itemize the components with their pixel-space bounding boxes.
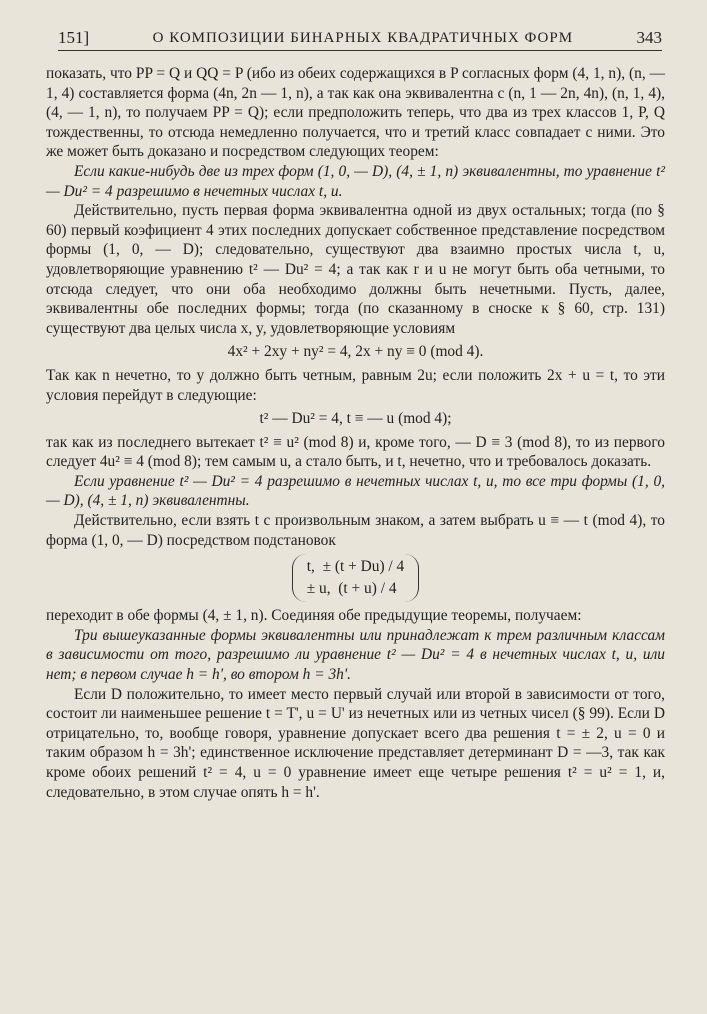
equation: t² — Du² = 4, t ≡ — u (mod 4);: [259, 410, 452, 428]
matrix-cell: ± u,: [306, 580, 331, 598]
paragraph: Действительно, пусть первая форма эквивалентна одной из двух остальных; тогда (по § 60) первый коэфициент 4 этих последних допускает собственное представление посредством формы (1, 0, — D); следовательно, существуют два взаимно простых числа t, u, удовлетворяющие уравнению t² — Du² = 4; а так как r и u не могут быть оба четными, то отсюда следует, что они оба необходимо должны быть нечетными. Пусть, далее, эквивалентны обе последних формы; тогда (по сказанному в сноске к § 60, стр. 131) существуют два целых числа x, y, удовлетворяющие условиям: [46, 202, 665, 337]
theorem: Три вышеуказанные формы эквивалентны или принадлежат к трем различным классам в зависимости от того, разрешимо ли уравнение t² — Du² = 4 в нечетных числах t, u, или нет; в первом случае h = h', во втором h = 3h'.: [46, 626, 665, 684]
paragraph: так как из последнего вытекает t² ≡ u² (mod 8) и, кроме того, — D ≡ 3 (mod 8), то из первого следует 4u² ≡ 4 (mod 8); тем самым u, а стало быть, и t, нечетно, что и требовалось доказать.: [46, 433, 665, 471]
paragraph: показать, что PP = Q и QQ = P (ибо из обеих содержащихся в P согласных форм (4, 1, n), (n, — 1, 4) составляется форма (4n, 2n — 1, n), а так как она эквивалентна с (n, 1 — 2n, 4n), (n, 1, 4), (4, — 1, n), то получаем PP = Q); если предположить теперь, что два из трех классов 1, P, Q тождественны, то отсюда немедленно получается, что и третий класс совпадает с ними. Это же может быть доказано и посредством следующих теорем:: [46, 65, 665, 161]
page-body: [46, 64, 665, 802]
paragraph: Так как n нечетно, то y должно быть четным, равным 2u; если положить 2x + u = t, то эти условия перейдут в следующие:: [46, 366, 665, 404]
substitution-matrix: [46, 554, 665, 602]
page-number: 343: [636, 28, 662, 47]
theorem: Если какие-нибудь две из трех форм (1, 0, — D), (4, ± 1, n) эквивалентны, то уравнение t² — Du² = 4 разрешимо в нечетных числах t, u.: [46, 162, 665, 200]
matrix-cell: ± (t + Du) / 4: [322, 558, 405, 576]
matrix-cell: t,: [306, 558, 315, 576]
section-number: 151]: [58, 28, 90, 47]
matrix-cell: (t + u) / 4: [338, 580, 397, 598]
paragraph: Действительно, если взять t с произвольным знаком, а затем выбрать u ≡ — t (mod 4), то форма (1, 0, — D) посредством подстановок: [46, 512, 665, 549]
equation: 4x² + 2xy + ny² = 4, 2x + ny ≡ 0 (mod 4).: [227, 343, 484, 361]
theorem: Если уравнение t² — Du² = 4 разрешимо в нечетных числах t, u, то все три формы (1, 0, — D), (4, ± 1, n) эквивалентны.: [46, 472, 665, 510]
running-header: [58, 26, 662, 51]
running-title: О КОМПОЗИЦИИ БИНАРНЫХ КВАДРАТИЧНЫХ ФОРМ: [152, 29, 574, 46]
paragraph: переходит в обе формы (4, ± 1, n). Соединяя обе предыдущие теоремы, получаем:: [46, 607, 582, 625]
paragraph: Если D положительно, то имеет место первый случай или второй в зависимости от того, состоит ли наименьшее решение t = T', u = U' из нечетных или из четных чисел (§ 99). Если D отрицательно, то, вообще говоря, уравнение допускает всего два решения t = ± 2, u = 0 и таким образом h = 3h'; единственное исключение представляет детерминант D = —3, так как кроме обоих решений t² = 4, u = 0 уравнение имеет еще четыре решения t² = u² = 1, и, следовательно, в этом случае опять h = h'.: [46, 685, 665, 801]
